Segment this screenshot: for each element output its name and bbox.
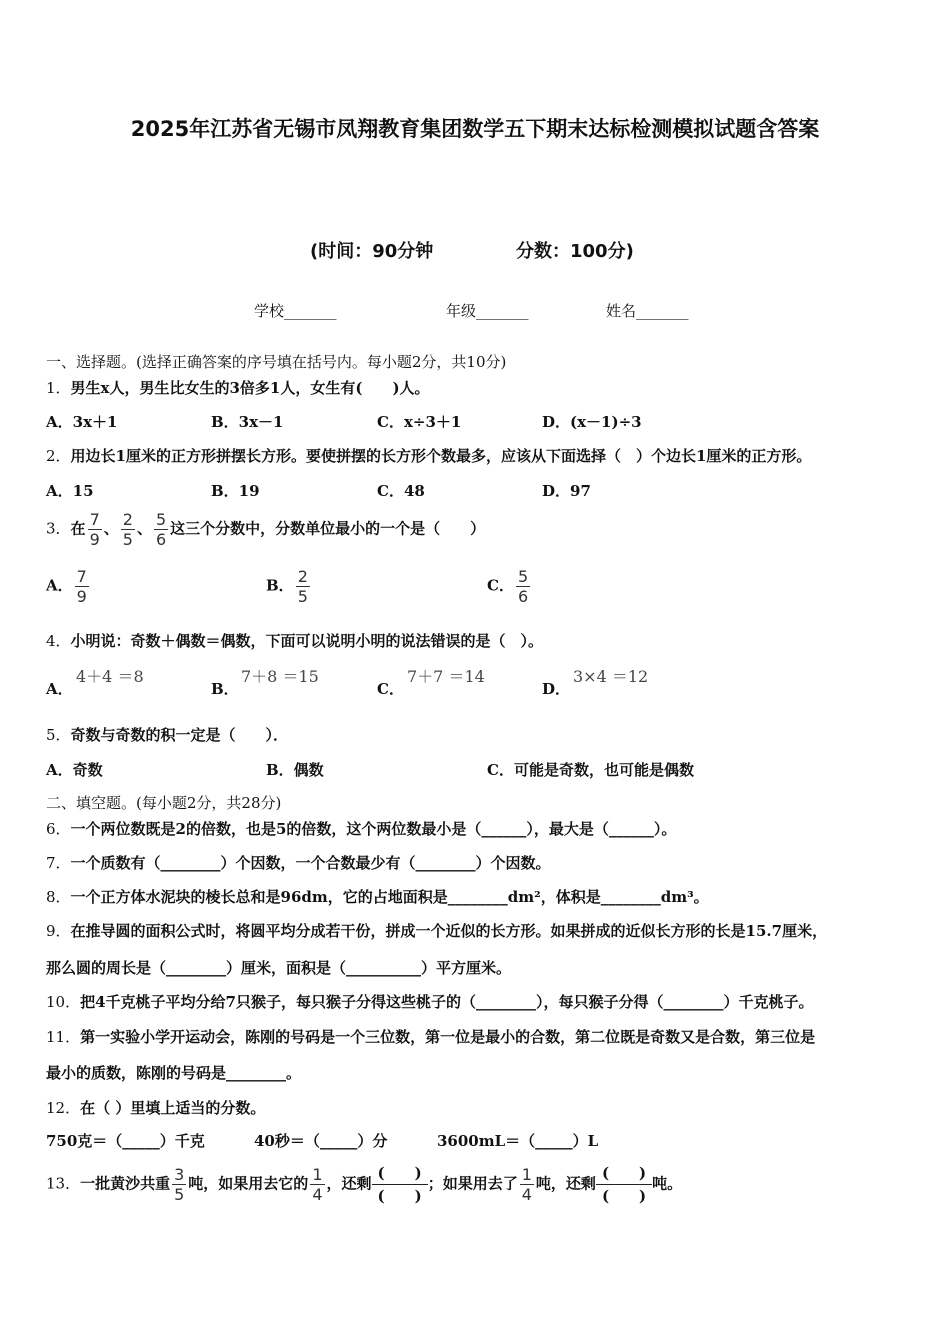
q3-option-b: B． $\frac{2}{5}$ bbox=[266, 567, 308, 606]
question-9-line-1: 9．在推导圆的面积公式时，将圆平均分成若干份，拼成一个近似的长方形。如果拼成的近似长方形的长是15.7厘米， bbox=[46, 922, 828, 940]
q4-option-a-label: A． bbox=[46, 680, 73, 698]
q5-option-b: B．偶数 bbox=[266, 761, 324, 779]
question-text-pre: 在 bbox=[70, 519, 86, 538]
q3-option-a: A． $\frac{7}{9}$ bbox=[46, 567, 87, 606]
q4-option-d: 3×4 ＝12 bbox=[573, 667, 649, 686]
question-10: 10．把4千克桃子平均分给7只猴子，每只猴子分得这些桃子的（________），每只猴子分得（________）千克桃子。 bbox=[46, 993, 814, 1011]
question-1 bbox=[46, 377, 430, 398]
q12-item-1: 750克＝（_____）千克 bbox=[46, 1132, 205, 1150]
question-number: 5． bbox=[46, 726, 71, 744]
fraction: $\frac{2}{5}$ bbox=[122, 510, 133, 549]
question-text: 用边长1厘米的正方形拼摆长方形。要使拼摆的长方形个数最多，应该从下面选择（ ）个边长1厘米的正方形。 bbox=[70, 447, 812, 465]
question-text: 小明说：奇数＋偶数＝偶数，下面可以说明小明的说法错误的是（ ）。 bbox=[70, 632, 544, 650]
question-11-line-2: 最小的质数，陈刚的号码是________。 bbox=[46, 1064, 302, 1082]
q4-option-c: 7＋7 ＝14 bbox=[407, 667, 485, 686]
q1-option-c: C．x÷3＋1 bbox=[377, 413, 462, 431]
q12-item-2: 40秒＝（_____）分 bbox=[254, 1132, 388, 1150]
q5-option-a: A．奇数 bbox=[46, 761, 103, 779]
fraction: $\frac{1}{4}$ bbox=[312, 1165, 323, 1204]
section-2-title: 二、填空题。(每小题2分，共28分) bbox=[46, 794, 282, 812]
question-12: 12．在（ ）里填上适当的分数。 bbox=[46, 1099, 266, 1117]
question-8: 8．一个正方体水泥块的棱长总和是96dm，它的占地面积是________dm²，体积是________dm³。 bbox=[46, 888, 709, 906]
fraction: $\frac{1}{4}$ bbox=[521, 1165, 532, 1204]
q1-option-a: A．3x＋1 bbox=[46, 413, 118, 431]
question-number: 1． bbox=[46, 379, 71, 397]
q2-option-c: C．48 bbox=[377, 482, 425, 500]
school-field: 学校_______ bbox=[254, 302, 337, 320]
exam-score: 分数：100分) bbox=[516, 241, 634, 262]
fraction: $\frac{5}{6}$ bbox=[155, 510, 167, 549]
question-9-line-2: 那么圆的周长是（________）厘米，面积是（__________）平方厘米。 bbox=[46, 959, 512, 977]
q4-option-b: 7＋8 ＝15 bbox=[241, 667, 319, 686]
q12-item-3: 3600mL＝（_____）L bbox=[437, 1132, 599, 1150]
question-2 bbox=[46, 445, 811, 466]
exam-time: (时间：90分钟 bbox=[310, 241, 434, 262]
q4-option-b-label: B． bbox=[211, 680, 239, 698]
question-number: 4． bbox=[46, 632, 71, 650]
question-6: 6．一个两位数既是2的倍数，也是5的倍数，这个两位数最小是（______），最大是（______）。 bbox=[46, 820, 677, 838]
question-text: 男生x人，男生比女生的3倍多1人，女生有( )人。 bbox=[70, 379, 430, 397]
q2-option-a: A．15 bbox=[46, 482, 94, 500]
page-title: 2025年江苏省无锡市凤翔教育集团数学五下期末达标检测模拟试题含答案 bbox=[130, 117, 820, 141]
q3-option-c: C． $\frac{5}{6}$ bbox=[487, 567, 529, 606]
question-4 bbox=[46, 630, 543, 651]
question-11-line-1: 11．第一实验小学开运动会，陈刚的号码是一个三位数，第一位是最小的合数，第二位既是奇数又是合数，第三位是 bbox=[46, 1028, 816, 1046]
q1-option-b: B．3x－1 bbox=[211, 413, 284, 431]
grade-field: 年级_______ bbox=[446, 302, 529, 320]
q4-option-a: 4＋4 ＝8 bbox=[76, 667, 144, 686]
q2-option-d: D．97 bbox=[542, 482, 591, 500]
section-1-title: 一、选择题。(选择正确答案的序号填在括号内。每小题2分，共10分) bbox=[46, 353, 507, 371]
q4-option-c-label: C． bbox=[377, 680, 404, 698]
question-number: 2． bbox=[46, 447, 71, 465]
question-number: 3． bbox=[46, 519, 71, 538]
q2-option-b: B．19 bbox=[211, 482, 260, 500]
blank-fraction: ( ) ( ) bbox=[372, 1162, 428, 1207]
q4-option-d-label: D． bbox=[542, 680, 571, 698]
q5-option-c: C．可能是奇数，也可能是偶数 bbox=[487, 761, 694, 779]
fraction: $\frac{3}{5}$ bbox=[174, 1165, 185, 1204]
blank-fraction: ( ) ( ) bbox=[596, 1162, 652, 1207]
fraction: $\frac{7}{9}$ bbox=[89, 510, 100, 549]
q1-option-d: D．(x－1)÷3 bbox=[542, 413, 642, 431]
question-7: 7．一个质数有（________）个因数，一个合数最少有（________）个因数。 bbox=[46, 854, 551, 872]
name-field: 姓名_______ bbox=[606, 302, 689, 320]
question-3: 3．在 $\frac{7}{9}$ 、 $\frac{2}{5}$ 、 $\frac{5}{6}$ 这三个分数中，分数单位最小的一个是（ ） bbox=[46, 510, 486, 549]
question-13: 13．一批黄沙共重 $\frac{3}{5}$ 吨，如果用去它的 $\frac{1}{4}$ ，还剩 ( ) ( ) ；如果用去了 $\frac{1}{4}$ 吨，还剩 ( ) ( ) 吨。 bbox=[46, 1164, 683, 1205]
question-text-post: 这三个分数中，分数单位最小的一个是（ ） bbox=[170, 519, 486, 538]
question-text: 奇数与奇数的积一定是（ ）． bbox=[70, 726, 289, 744]
question-5 bbox=[46, 724, 288, 745]
